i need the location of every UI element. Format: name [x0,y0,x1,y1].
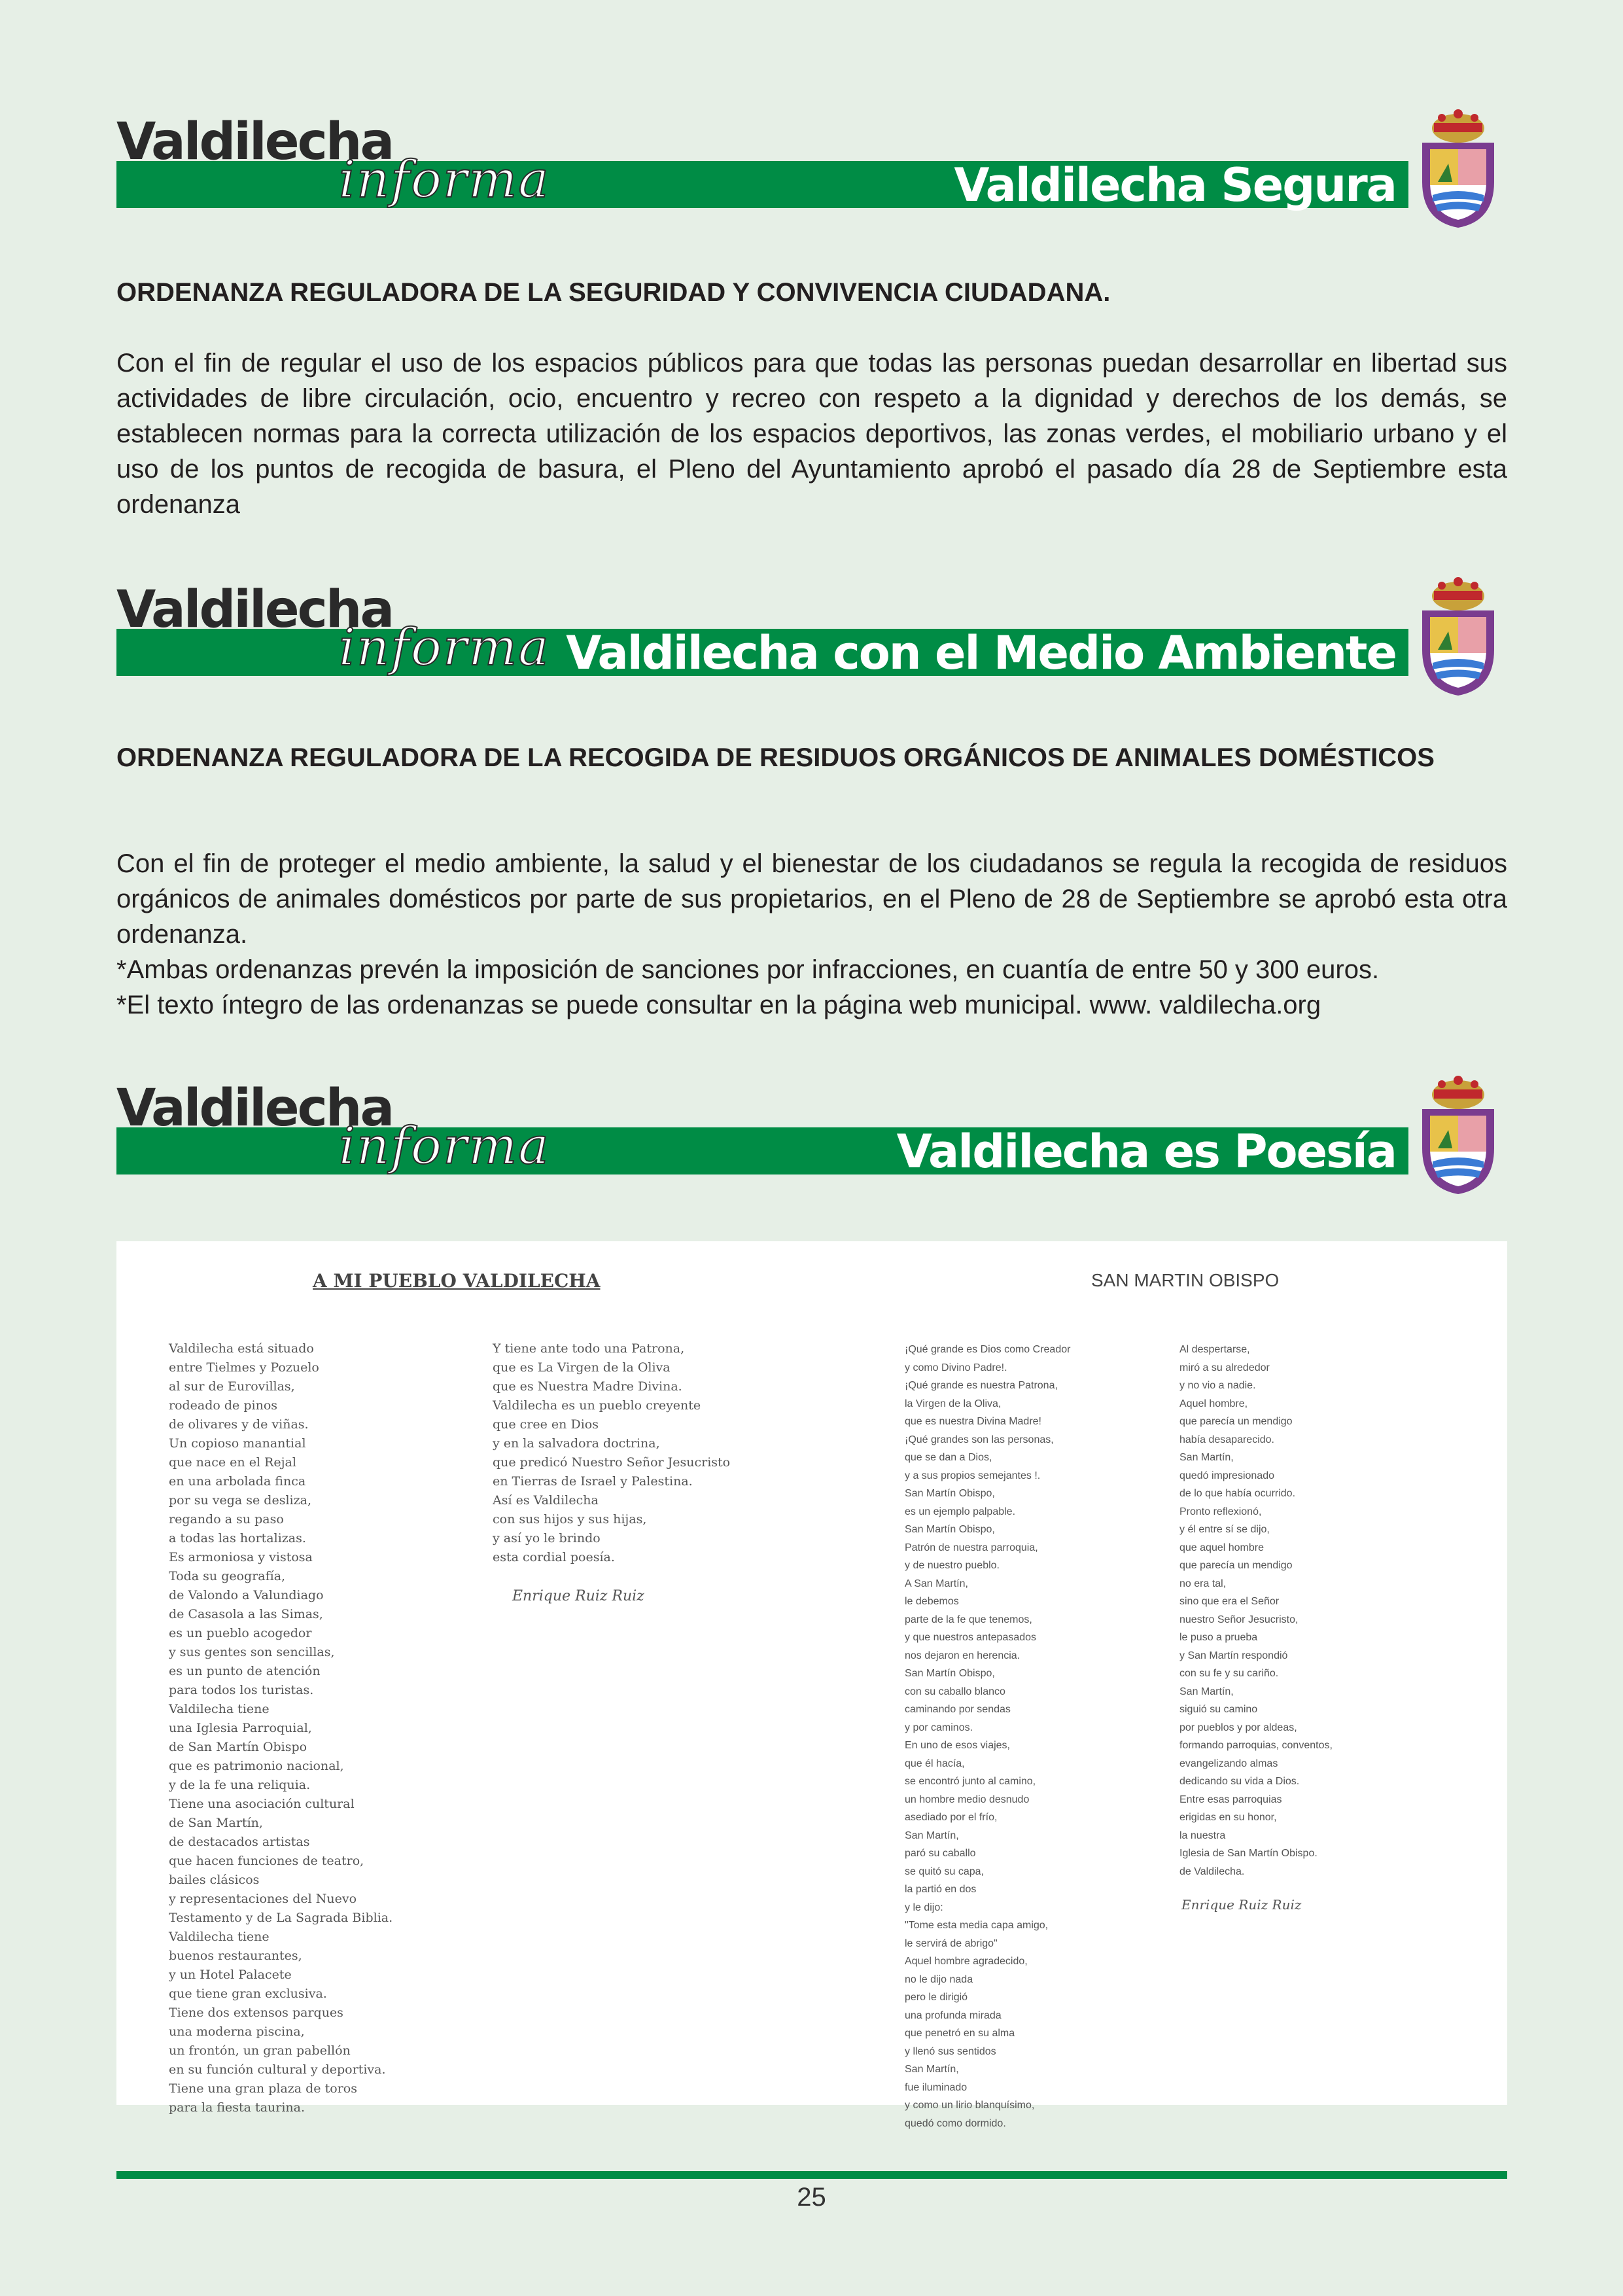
poem-line: para la fiesta taurina. [169,2100,305,2115]
brand-name: Valdilecha [116,580,393,639]
poem-line: San Martín, [905,2064,959,2075]
poem-line: San Martín, [1179,1452,1234,1463]
poem-line: y él entre sí se dijo, [1179,1524,1270,1535]
poem-line: y que nuestros antepasados [905,1632,1037,1643]
poem-line: que aquel hombre [1179,1542,1264,1553]
brand-tagline: informa [339,1117,550,1176]
poem-line: de Valondo a Valundiago [169,1588,324,1602]
poem-line: en una arbolada finca [169,1474,306,1489]
poem-line: y San Martín respondió [1179,1650,1288,1661]
note-sanciones: *Ambas ordenanzas prevén la imposición de sanciones por infracciones, en cuantía de entre 50 y 300 euros. [116,955,1380,984]
poem-line: paró su caballo [905,1848,976,1859]
poem-line: quedó impresionado [1179,1470,1274,1481]
poem-line: Es armoniosa y vistosa [169,1550,313,1564]
poem-line: una Iglesia Parroquial, [169,1721,312,1735]
poem-line: Valdilecha tiene [169,1702,270,1716]
section-header-segura [116,113,1507,231]
poem-line: ¡Qué grandes son las personas, [905,1434,1054,1445]
poem-line: Tiene una asociación cultural [169,1797,355,1811]
poem-line: con sus hijos y sus hijas, [493,1512,647,1527]
brand-tagline: informa [339,150,550,209]
poem-line: un frontón, un gran pabellón [169,2043,351,2058]
poem-line: Iglesia de San Martín Obispo. [1179,1848,1318,1859]
coat-of-arms-icon [1409,571,1507,702]
brand-name: Valdilecha [116,1079,393,1138]
poem-line: al sur de Eurovillas, [169,1379,295,1394]
footer-green-rule [116,2171,1507,2179]
poem-title-valdilecha: A MI PUEBLO VALDILECHA [313,1270,601,1292]
poem-line: se quitó su capa, [905,1865,984,1877]
poem-line: y como Divino Padre!. [905,1362,1007,1373]
poem-line: no le dijo nada [905,1973,973,1985]
poem-line: que tiene gran exclusiva. [169,1987,327,2001]
poem-line: Aquel hombre agradecido, [905,1956,1028,1967]
poem-line: que se dan a Dios, [905,1452,992,1463]
poem-line: que nace en el Rejal [169,1455,296,1470]
poem-line: le servirá de abrigo" [905,1937,998,1949]
coat-of-arms-icon [1409,1070,1507,1201]
page-number: 25 [797,2183,826,2212]
poem-line: San Martín Obispo, [905,1668,995,1679]
poem-line: En uno de esos viajes, [905,1740,1010,1751]
poem-line: con su fe y su cariño. [1179,1668,1279,1679]
poem-line: de San Martín, [169,1816,263,1830]
coat-of-arms-icon [1409,103,1507,234]
note-web-municipal: *El texto íntegro de las ordenanzas se puede consultar en la página web municipal. www. valdilecha.org [116,991,1321,1019]
section-heading-seguridad: ORDENANZA REGULADORA DE LA SEGURIDAD Y CONVIVENCIA CIUDADANA. [116,278,1111,307]
poem-line: siguió su camino [1179,1704,1258,1715]
poem-line: fue iluminado [905,2081,968,2093]
poem-line: buenos restaurantes, [169,1949,302,1963]
poem-line: Aquel hombre, [1179,1398,1248,1409]
poem-line: de Casasola a las Simas, [169,1607,323,1621]
poem-line: le debemos [905,1596,959,1607]
poem-line: y de nuestro pueblo. [905,1560,1000,1571]
poem-line: Pronto reflexionó, [1179,1506,1262,1517]
poem-line: esta cordial poesía. [493,1550,615,1564]
poem-line: nuestro Señor Jesucristo, [1179,1614,1299,1625]
poem-line: que cree en Dios [493,1417,599,1432]
poem-line: y de la fe una reliquia. [169,1778,311,1792]
section-header-medio-ambiente [116,580,1507,699]
poem-valdilecha-column-2 [493,1339,730,1567]
section-title: Valdilecha con el Medio Ambiente [566,626,1396,680]
poem-line: asediado por el frío, [905,1812,998,1823]
poem-line: evangelizando almas [1179,1757,1278,1769]
poem-valdilecha-column-1 [169,1339,393,2117]
poem-line: para todos los turistas. [169,1683,314,1697]
section-header-poesia [116,1079,1507,1197]
poem-san-martin-signature: Enrique Ruiz Ruiz [1181,1897,1302,1913]
poem-valdilecha-signature: Enrique Ruiz Ruiz [512,1588,644,1604]
poem-line: Testamento y de La Sagrada Biblia. [169,1911,393,1925]
poem-line: por pueblos y por aldeas, [1179,1722,1297,1733]
poem-line: sino que era el Señor [1179,1596,1280,1607]
poem-line: que predicó Nuestro Señor Jesucristo [493,1455,731,1470]
poem-line: a todas las hortalizas. [169,1531,306,1545]
poem-line: la Virgen de la Oliva, [905,1398,1002,1409]
poem-line: se encontró junto al camino, [905,1776,1036,1787]
poem-line: y un Hotel Palacete [169,1968,292,1982]
poem-line: y a sus propios semejantes !. [905,1470,1041,1481]
poem-line: le puso a prueba [1179,1632,1258,1643]
poem-line: y le dijo: [905,1901,943,1913]
poem-line: y representaciones del Nuevo [169,1892,357,1906]
poem-line: en su función cultural y deportiva. [169,2062,386,2077]
poem-line: que es nuestra Divina Madre! [905,1416,1041,1427]
poem-line: de lo que había ocurrido. [1179,1488,1296,1499]
poem-line: de olivares y de viñas. [169,1417,309,1432]
poem-line: de Valdilecha. [1179,1865,1245,1877]
poem-line: ¡Qué grande es nuestra Patrona, [905,1380,1058,1391]
poem-line: dedicando su vida a Dios. [1179,1776,1300,1787]
poem-line: es un punto de atención [169,1664,321,1678]
poem-line: erigidas en su honor, [1179,1812,1277,1823]
poem-line: y llenó sus sentidos [905,2045,996,2057]
poem-line: entre Tielmes y Pozuelo [169,1360,319,1375]
poem-line: que hacen funciones de teatro, [169,1854,364,1868]
poem-line: caminando por sendas [905,1704,1011,1715]
poem-line: San Martín Obispo, [905,1488,995,1499]
poem-line: regando a su paso [169,1512,284,1527]
poem-line: la nuestra [1179,1829,1226,1841]
poem-line: de San Martín Obispo [169,1740,307,1754]
poem-line: Así es Valdilecha [493,1493,599,1508]
poem-line: pero le dirigió [905,1992,968,2003]
poem-line: es un pueblo acogedor [169,1626,312,1640]
poem-line: es un ejemplo palpable. [905,1506,1016,1517]
poem-title-san-martin: SAN MARTIN OBISPO [1091,1270,1280,1290]
poem-line: y en la salvadora doctrina, [493,1436,660,1451]
poem-line: Tiene dos extensos parques [169,2005,343,2020]
poem-line: Entre esas parroquias [1179,1793,1282,1805]
section-title: Valdilecha es Poesía [896,1125,1396,1178]
poem-line: que parecía un mendigo [1179,1560,1293,1571]
section-heading-residuos: ORDENANZA REGULADORA DE LA RECOGIDA DE RESIDUOS ORGÁNICOS DE ANIMALES DOMÉSTICOS [116,743,1435,772]
poem-line: una profunda mirada [905,2009,1002,2021]
poems-image-panel [116,1241,1507,2129]
poem-line: había desaparecido. [1179,1434,1274,1445]
poem-line: bailes clásicos [169,1873,260,1887]
poem-line: que penetró en su alma [905,2028,1015,2039]
poem-san-martin-column-2 [1179,1341,1333,1881]
brand-name: Valdilecha [116,113,393,171]
poem-line: Valdilecha está situado [169,1341,314,1356]
poem-line: Al despertarse, [1179,1344,1250,1355]
poem-line: que es patrimonio nacional, [169,1759,344,1773]
poem-line: San Martín, [1179,1686,1234,1697]
poem-line: Valdilecha es un pueblo creyente [493,1398,701,1413]
poem-line: San Martín Obispo, [905,1524,995,1535]
poem-line: con su caballo blanco [905,1686,1005,1697]
poem-line: Toda su geografía, [169,1569,286,1583]
poem-line: un hombre medio desnudo [905,1793,1030,1805]
poem-line: que él hacía, [905,1757,965,1769]
section-paragraph-seguridad: Con el fin de regular el uso de los espacios públicos para que todas las personas puedan desarrollar en libertad sus actividades de libre circulación, ocio, encuentro y recreo con respeto a la dignidad y derechos de los demás, se establecen normas para la correcta utilización de los espacios deportivos, las zonas verdes, el mobiliario urbano y el uso de los puntos de recogida de basura, el Pleno del Ayuntamiento aprobó el pasado día 28 de Septiembre esta ordenanza [116,349,1507,519]
poem-line: Valdilecha tiene [169,1930,270,1944]
poem-line: rodeado de pinos [169,1398,278,1413]
poem-line: que parecía un mendigo [1179,1416,1293,1427]
poem-line: Tiene una gran plaza de toros [169,2081,357,2096]
poem-line: y como un lirio blanquísimo, [905,2100,1035,2111]
poem-line: San Martín, [905,1829,959,1841]
poem-line: A San Martín, [905,1578,968,1589]
poem-line: quedó como dormido. [905,2117,1006,2129]
section-title: Valdilecha Segura [954,158,1396,212]
section-paragraph-residuos: Con el fin de proteger el medio ambiente, la salud y el bienestar de los ciudadanos se regula la recogida de residuos orgánicos de animales domésticos por parte de sus propietarios, en el Pleno de 28 de Septiembre se aprobó esta otra ordenanza. [116,849,1507,949]
poem-line: una moderna piscina, [169,2024,305,2039]
poem-line: formando parroquias, conventos, [1179,1740,1333,1751]
poem-line: y no vio a nadie. [1179,1380,1256,1391]
poem-line: y por caminos. [905,1722,973,1733]
poem-line: que es Nuestra Madre Divina. [493,1379,682,1394]
poem-line: y sus gentes son sencillas, [169,1645,335,1659]
poem-line: por su vega se desliza, [169,1493,311,1508]
poem-line: miró a su alrededor [1179,1362,1270,1373]
poem-line: Patrón de nuestra parroquia, [905,1542,1038,1553]
poem-line: parte de la fe que tenemos, [905,1614,1032,1625]
poem-line: de destacados artistas [169,1835,310,1849]
poem-line: ¡Qué grande es Dios como Creador [905,1344,1071,1355]
poem-line: no era tal, [1179,1578,1227,1589]
poem-line: Un copioso manantial [169,1436,306,1451]
poem-line: y así yo le brindo [493,1531,601,1545]
poem-line: en Tierras de Israel y Palestina. [493,1474,693,1489]
poem-san-martin-column-1 [905,1341,1070,2132]
poem-line: "Tome esta media capa amigo, [905,1920,1049,1931]
poem-line: nos dejaron en herencia. [905,1650,1021,1661]
poem-line: la partió en dos [905,1884,977,1895]
poem-line: que es La Virgen de la Oliva [493,1360,671,1375]
brand-tagline: informa [339,618,550,677]
poem-line: Y tiene ante todo una Patrona, [493,1341,685,1356]
